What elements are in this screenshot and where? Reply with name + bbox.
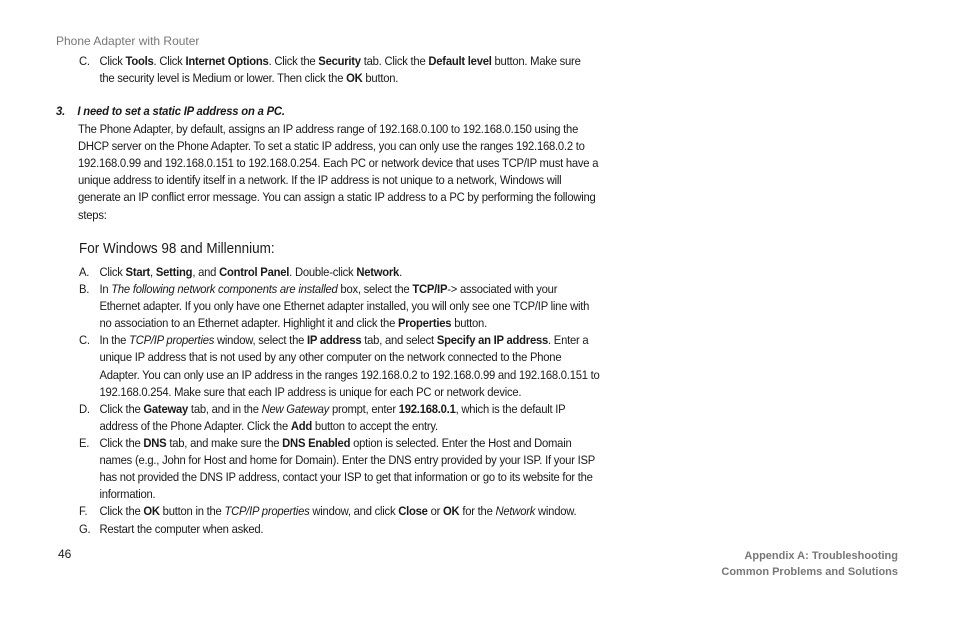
text-line [99,332,588,349]
text-run: tab, and select [361,333,437,348]
text-run: option is selected. Enter the Host and Domain [350,436,572,450]
text-run: Click [99,54,126,68]
text-line [99,452,595,469]
bold-term: Control Panel [219,265,290,279]
text-line [99,418,437,435]
text-run: -> associated with your [447,282,558,297]
text-run: tab, and make sure the [166,436,283,450]
bold-term: TCP/IP [412,282,448,297]
text-run: unique IP address that is not used by any other computer on the network connected to the Phone [99,350,562,365]
bold-term: OK [346,71,363,86]
text-line [99,521,263,538]
text-line [99,503,576,520]
text-run: 192.168.0.254. Make sure that each IP address is unique for each PC or network device. [99,384,522,399]
text-run: window, and click [309,504,399,519]
text-run: information. [99,487,156,502]
step-letter: C. [79,333,90,348]
text-line [99,315,487,332]
text-line [99,349,561,366]
text-line [99,401,565,418]
text-run: , which is the default IP [455,401,566,416]
text-run: has not provided the DNS IP address, contact your ISP to get that information or go to its website for the [99,470,593,485]
page-header: Phone Adapter with Router [56,34,200,48]
step-letter: B. [79,282,90,297]
text-run: Restart the computer when asked. [99,521,264,536]
bold-term: Properties [397,316,452,331]
step-letter: C. [79,54,90,68]
text-line [99,435,571,452]
text-run: In [99,282,112,297]
text-run: button. [362,71,399,86]
bold-term: DNS [143,436,167,450]
text-run: , [150,265,156,279]
text-line [99,264,402,281]
text-line [78,155,598,172]
bold-term: Gateway [143,401,189,416]
bold-term: OK [143,504,160,519]
footer-section-line2: Common Problems and Solutions [721,566,898,578]
text-run: . Enter a [548,333,589,348]
text-run: or [427,504,444,519]
text-line [99,384,521,401]
text-line [78,207,107,224]
text-run: Click the [99,504,144,519]
text-run: . Click the [268,54,319,68]
text-run: names (e.g., John for Host and home for Domain). Enter the DNS entry provided by your ISP. If your ISP [99,453,596,468]
text-run: button. Make sure [491,54,581,68]
text-run: button in the [159,504,225,519]
text-line [99,298,589,315]
text-line [78,121,578,138]
step-letter: E. [79,436,90,450]
text-line [99,367,599,384]
step-letter: D. [79,401,90,416]
footer-section [721,548,898,580]
question-heading [56,104,285,118]
italic-term: Network [495,504,536,519]
text-run: Click the [99,436,144,450]
footer-section-line1: Appendix A: Troubleshooting [744,550,898,562]
text-line [99,281,557,298]
bold-term: Close [398,504,428,519]
text-run: Ethernet adapter. If you only have one Ethernet adapter installed, you will only see one TCP/IP line with [99,299,590,314]
text-run: for the [459,504,496,519]
bold-term: Network [356,265,400,279]
step-letter: G. [79,521,91,536]
text-run: . Click [153,54,186,68]
bold-term: Tools [125,54,154,68]
text-run: address of the Phone Adapter. Click the [99,418,291,433]
bold-term: Start [125,265,151,279]
text-line [99,469,592,486]
text-run: button to accept the entry. [312,418,438,433]
bold-term: Internet Options [185,54,269,68]
bold-term: IP address [307,333,362,348]
italic-term: TCP/IP properties [224,504,310,519]
text-run: button. [451,316,487,331]
text-line [99,53,580,70]
bold-term: Security [318,54,361,68]
text-run: . [399,265,402,279]
text-run: , and [192,265,220,279]
step-letter: A. [79,265,90,279]
page-number: 46 [58,547,72,561]
subheading: For Windows 98 and Millennium: [79,241,275,257]
text-run: tab. Click the [360,54,429,68]
text-run: . Double-click [289,265,357,279]
bold-term: DNS Enabled [282,436,351,450]
text-run: unique address to identify itself in a network. If the IP address is not unique to a network, Windows will [78,173,562,188]
italic-term: The following network components are installed [111,282,338,297]
text-line [99,70,398,87]
bold-term: Specify an IP address [436,333,549,348]
text-run: In the [99,333,130,348]
text-run: steps: [78,207,107,222]
question-number: 3. [56,104,66,118]
text-run: 192.168.0.99 and 192.168.0.151 to 192.168.0.254. Each PC or network device that uses TCP/IP must have a [78,156,599,171]
text-run: box, select the [337,282,413,297]
bold-term: Setting [155,265,193,279]
text-run: Click the [99,401,144,416]
text-run: DHCP server on the Phone Adapter. To set a static IP address, you can only use the ranges 192.168.0.2 to [78,139,585,154]
bold-term: OK [443,504,460,519]
text-run: no association to an Ethernet adapter. Highlight it and click the [99,316,398,331]
bold-term: 192.168.0.1 [398,401,456,416]
text-run: Adapter. You can only use an IP address in the ranges 192.168.0.2 to 192.168.0.99 and 192.168.0.151 to [99,367,600,382]
italic-term: TCP/IP properties [129,333,215,348]
text-run: The Phone Adapter, by default, assigns an IP address range of 192.168.0.100 to 192.168.0.150 using the [78,122,579,136]
text-line [78,138,585,155]
text-run: tab, and in the [188,401,262,416]
text-line [78,172,561,189]
text-run: prompt, enter [329,401,399,416]
text-line [78,189,596,206]
text-run: window, select the [214,333,308,348]
text-line [99,486,155,503]
text-run: Click [99,265,126,279]
step-letter: F. [79,504,88,519]
bold-term: Add [290,418,313,433]
text-run: the security level is Medium or lower. Then click the [99,71,347,86]
bold-term: Default level [428,54,492,68]
text-run: generate an IP conflict error message. You can assign a static IP address to a PC by performing the following [78,190,596,205]
question-text: I need to set a static IP address on a PC. [77,104,285,118]
text-run: window. [535,504,577,519]
italic-term: New Gateway [261,401,330,416]
